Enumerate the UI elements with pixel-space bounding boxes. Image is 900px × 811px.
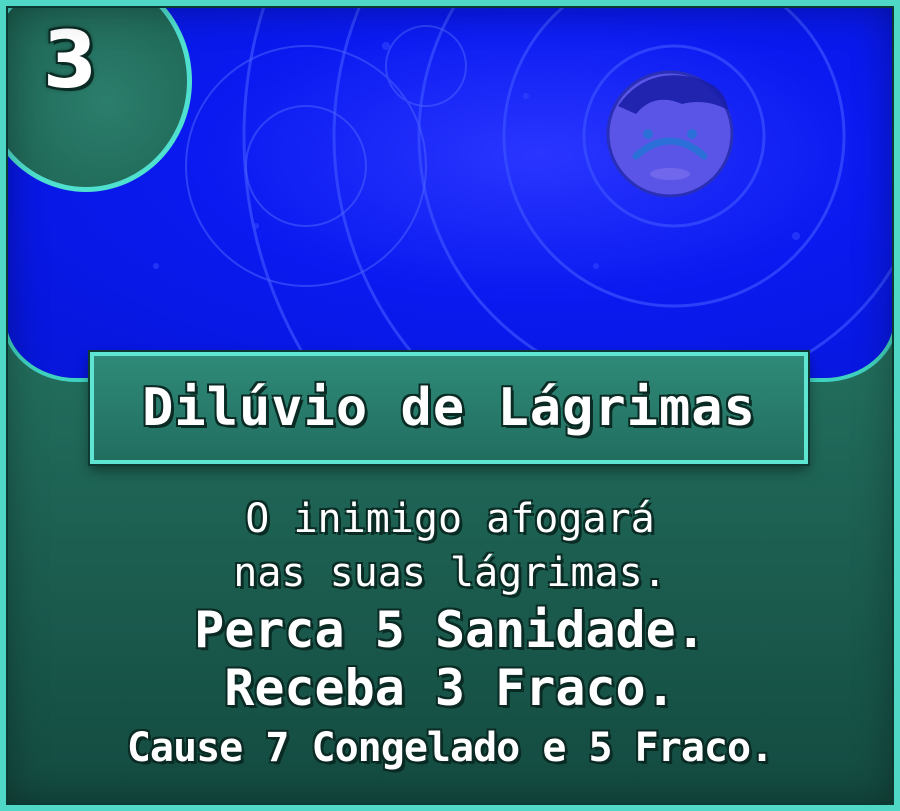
effect-apply-frozen-weak: Cause 7 Congelado e 5 Fraco.: [126, 725, 774, 771]
card-title: Dilúvio de Lágrimas: [142, 378, 756, 438]
cost-value: 3: [42, 16, 98, 106]
ripple-ring: [334, 6, 894, 378]
flavor-line-1: O inimigo afogará: [245, 496, 655, 542]
card-description: [10, 492, 890, 778]
effect-gain-weak: Receba 3 Fraco.: [224, 659, 676, 717]
title-banner: [90, 352, 808, 464]
ripple-ring: [386, 26, 466, 106]
sad-moon-orb-icon: [608, 72, 732, 196]
effect-lose-sanity: Perca 5 Sanidade.: [194, 601, 706, 659]
flavor-line-2: nas suas lágrimas.: [233, 550, 667, 596]
ripple-ring: [246, 106, 366, 226]
